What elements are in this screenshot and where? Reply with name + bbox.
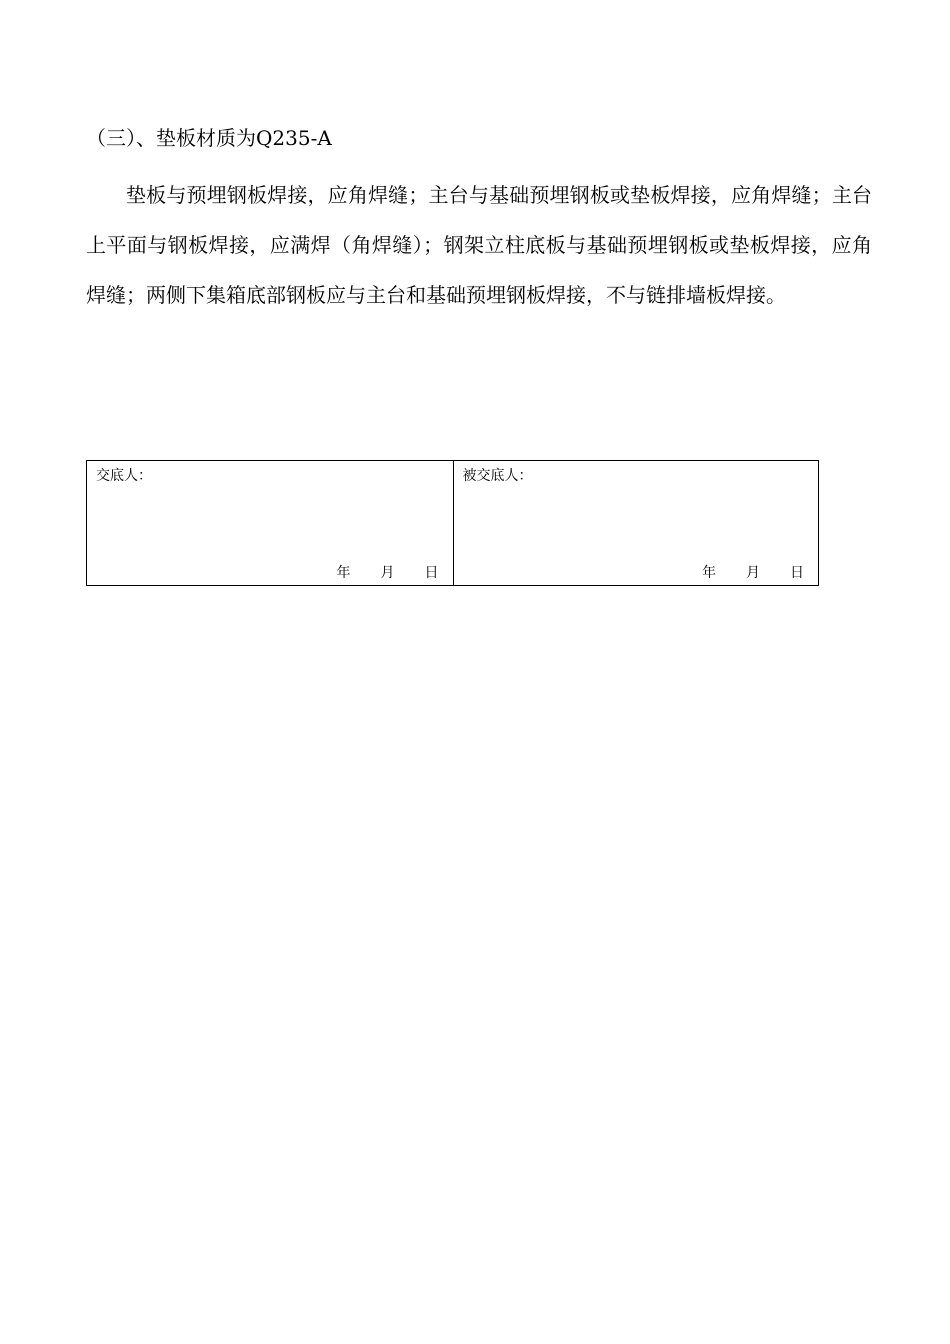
date-day-label: 日 xyxy=(424,565,439,581)
discloser-cell xyxy=(87,461,453,585)
sign-off-table xyxy=(86,460,819,586)
section-heading: （三）、垫板材质为Q235-A xyxy=(86,126,332,150)
recipient-label: 被交底人： xyxy=(462,468,533,484)
recipient-cell xyxy=(453,461,819,585)
date-year-label: 年 xyxy=(336,565,351,581)
date-month-label: 月 xyxy=(746,565,760,581)
body-paragraph: 垫板与预埋钢板焊接，应角焊缝；主台与基础预埋钢板或垫板焊接，应角焊缝；主台上平面与钢板焊接，应满焊（角焊缝）；钢架立柱底板与基础预埋钢板或垫板焊接，应角焊缝；两侧下集箱底部钢板应与主台和基础预埋钢板焊接，不与链排墙板焊接。 xyxy=(86,183,872,307)
recipient-date xyxy=(702,564,804,582)
date-month-label: 月 xyxy=(380,565,395,581)
date-year-label: 年 xyxy=(702,565,716,581)
discloser-label: 交底人： xyxy=(96,468,152,484)
discloser-date xyxy=(337,564,439,582)
date-day-label: 日 xyxy=(790,565,804,581)
